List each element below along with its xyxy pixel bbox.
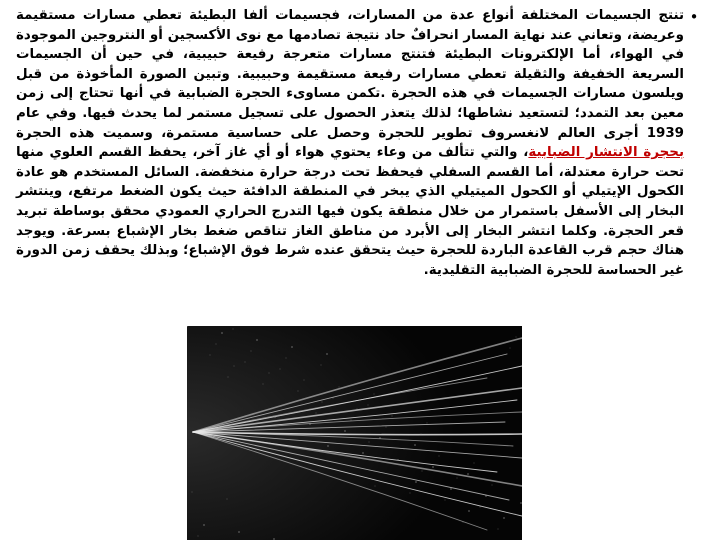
background-speck [379, 437, 381, 439]
background-speck [480, 507, 481, 508]
background-speck [309, 423, 311, 425]
background-speck [351, 420, 352, 421]
background-speck [227, 499, 228, 500]
background-speck [344, 430, 346, 432]
background-speck [228, 377, 229, 378]
background-speck [192, 492, 193, 493]
background-speck [463, 522, 464, 523]
background-speck [221, 332, 223, 334]
background-speck [503, 517, 505, 519]
year-text: 1939 [646, 125, 684, 141]
background-speck [216, 344, 217, 345]
background-speck [474, 463, 475, 464]
background-speck [245, 362, 246, 363]
background-speck [322, 402, 323, 403]
background-speck [492, 485, 493, 486]
background-speck [510, 348, 511, 349]
background-speck [203, 524, 205, 526]
background-speck [397, 459, 399, 461]
background-speck [516, 337, 517, 338]
background-speck [368, 405, 369, 406]
background-speck [327, 445, 329, 447]
diffusion-chamber-term: بحجرة الانتشار الضبابية [528, 145, 684, 161]
background-speck [321, 365, 322, 366]
background-speck [439, 456, 440, 457]
background-speck [457, 478, 458, 479]
background-speck [316, 413, 317, 414]
background-speck [251, 351, 252, 352]
background-speck [298, 391, 299, 392]
background-speck [339, 387, 340, 388]
background-speck [286, 358, 287, 359]
background-speck [256, 339, 258, 341]
background-speck [422, 471, 423, 472]
background-speck [333, 398, 334, 399]
background-speck [485, 495, 487, 497]
background-speck [386, 427, 387, 428]
background-speck [234, 366, 235, 367]
background-speck [498, 529, 499, 530]
background-speck [445, 500, 446, 501]
cloud-chamber-photo [187, 326, 522, 540]
bullet-marker: • [689, 8, 699, 26]
paragraph-text-part3: ، والتي تتألف من وعاء يحتوي هواء أو أي غاز آخر، يحفظ القسم العلوي منها تحت حرارة معتدلة، أما القسم السفلي فيحفظ تحت درجة حرارة منخفضة. السائل المستخدم هو عادة الكحول الإيتيلي أو الكحول الميتيلي الذي يبخر في المنطقة الدافئة حيث يكون الضغط مرتفع، وينتشر البخار إلى الأسفل باستمرار من خلال منطقة يكون فيها التدرج الحراري العمودي محقق بوساطة تبريد قعر الحجرة. وكلما انتشر البخار إلى الأبرد من مناطق الغاز تناقص ضغط بخار الإشباع بسرعة. ويوجد هناك حجم قرب القاعدة الباردة للحجرة حيث يتحقق عنده شرط فوق الإشباع؛ وبذلك يحقف زمن الدورة غير الحساسة للحجرة الضبابية التقليدية. [16, 145, 684, 278]
background-speck [369, 442, 370, 443]
background-speck [263, 384, 264, 385]
background-speck [210, 355, 211, 356]
background-speck [392, 416, 393, 417]
background-speck [291, 346, 293, 348]
background-speck [238, 531, 240, 533]
background-speck [515, 514, 516, 515]
background-speck [281, 406, 282, 407]
background-speck [520, 502, 522, 504]
background-speck [374, 394, 375, 395]
background-speck [375, 486, 376, 487]
background-speck [414, 444, 416, 446]
background-speck [410, 493, 411, 494]
background-speck [326, 353, 328, 355]
background-speck [198, 536, 199, 537]
background-speck [362, 452, 364, 454]
background-speck [280, 369, 281, 370]
background-speck [467, 473, 469, 475]
background-speck [304, 380, 305, 381]
background-speck [269, 373, 270, 374]
particle-tracks-image [187, 326, 522, 540]
background-speck [233, 329, 234, 330]
background-speck [432, 466, 434, 468]
paragraph-text-part2: أجرى العالم لانغسروف تطوير للحجرة وحصل على حساسية مستمرة، وسميت هذه الحجرة [16, 125, 647, 141]
background-speck [421, 434, 422, 435]
background-speck [274, 416, 276, 418]
background-speck [415, 481, 417, 483]
background-speck [357, 409, 358, 410]
background-speck [450, 488, 452, 490]
body-paragraph [16, 6, 684, 280]
paragraph-text-part1: تنتج الجسيمات المختلفة أنواع عدة من المسارات، فجسيمات ألفا البطيئة تعطي مسارات مستقيمة وعريضة، وتعاني عند نهاية المسار انحرافٌ حاد نتيجة تصادمها مع نوى الأكسجين أو النتروجين الموجودة في الهواء، أما الإلكترونات البطيئة فتنتج مسارات متعرجة رفيعة حبيبية، في حين أن الجسيمات السريعة الخفيفة والثقيلة تعطي مسارات رفيعة مستقيمة وحبيبية. وتبين الصورة المأخوذة من قبل ويلسون مسارات الجسيمات في هذه الحجرة .تكمن مساوىء الحجرة الضبابية في أنها تحتاج إلى زمن معين بعد التمدد؛ لتستعيد نشاطها؛ لذلك يتعذر الحصول على تسجيل مستمر لما يحدث فيها. وفي عام [16, 8, 684, 121]
background-speck [468, 510, 470, 512]
background-speck [427, 423, 428, 424]
background-speck [404, 449, 405, 450]
